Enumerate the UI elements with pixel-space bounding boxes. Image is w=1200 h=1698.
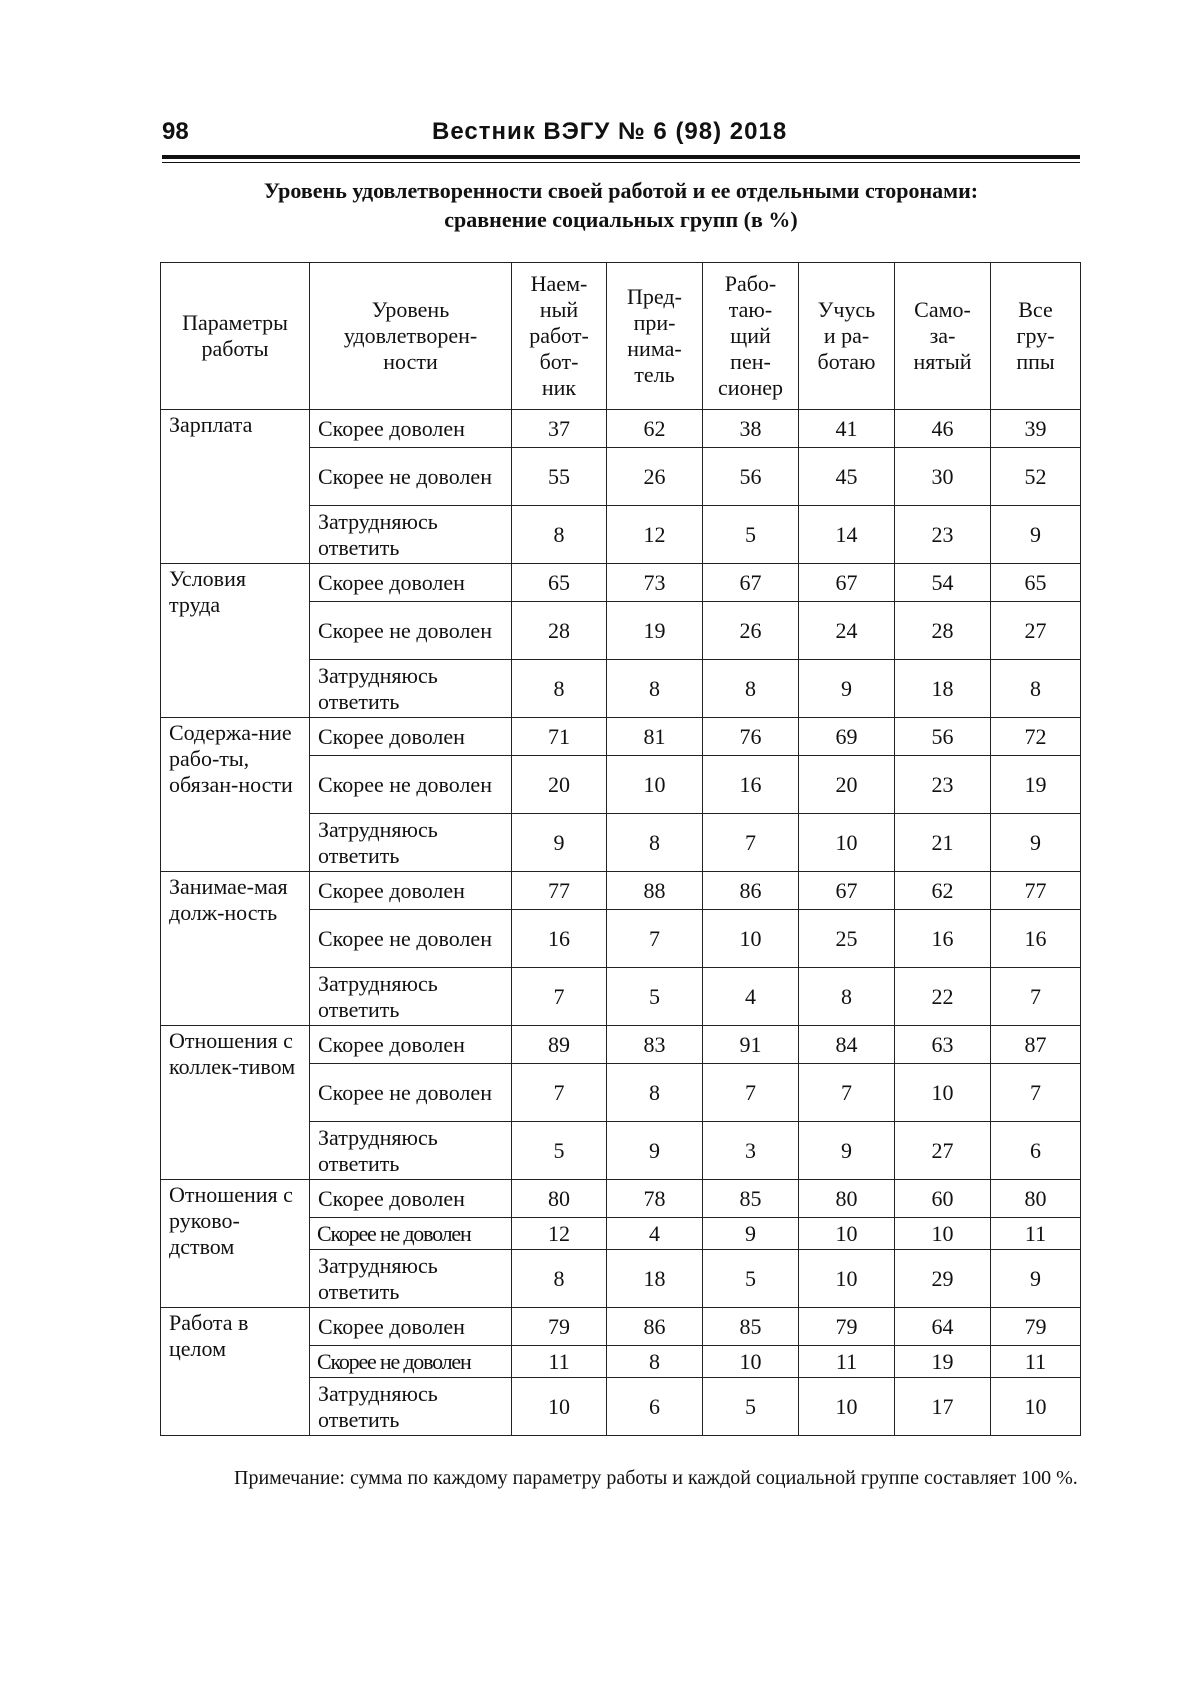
value-cell: 9 xyxy=(991,1250,1081,1308)
value-cell: 38 xyxy=(703,410,799,448)
value-cell: 3 xyxy=(703,1122,799,1180)
value-cell: 9 xyxy=(799,660,895,718)
header-group-study-and-work: Учусь и ра-ботаю xyxy=(799,263,895,410)
value-cell: 9 xyxy=(991,814,1081,872)
value-cell: 87 xyxy=(991,1026,1081,1064)
value-cell: 5 xyxy=(703,1250,799,1308)
value-cell: 85 xyxy=(703,1180,799,1218)
header-group-entrepreneur: Пред-при-нима-тель xyxy=(607,263,703,410)
value-cell: 8 xyxy=(512,506,607,564)
value-cell: 11 xyxy=(799,1346,895,1378)
value-cell: 65 xyxy=(512,564,607,602)
header-level: Уровень удовлетворен-ности xyxy=(310,263,512,410)
header-group-self-employed: Само-за-нятый xyxy=(895,263,991,410)
level-cell-satisfied: Скорее доволен xyxy=(310,1308,512,1346)
value-cell: 19 xyxy=(991,756,1081,814)
level-cell-satisfied: Скорее доволен xyxy=(310,1026,512,1064)
value-cell: 7 xyxy=(703,1064,799,1122)
value-cell: 77 xyxy=(512,872,607,910)
value-cell: 64 xyxy=(895,1308,991,1346)
value-cell: 8 xyxy=(799,968,895,1026)
value-cell: 29 xyxy=(895,1250,991,1308)
value-cell: 7 xyxy=(512,968,607,1026)
value-cell: 85 xyxy=(703,1308,799,1346)
value-cell: 8 xyxy=(512,1250,607,1308)
value-cell: 10 xyxy=(703,910,799,968)
header-group-working-pensioner: Рабо-таю-щий пен-сионер xyxy=(703,263,799,410)
value-cell: 91 xyxy=(703,1026,799,1064)
page-number: 98 xyxy=(162,118,189,145)
level-cell-not-satisfied: Скорее не доволен xyxy=(310,602,512,660)
value-cell: 7 xyxy=(512,1064,607,1122)
value-cell: 10 xyxy=(799,814,895,872)
value-cell: 9 xyxy=(991,506,1081,564)
level-cell-undecided: Затрудняюсь ответить xyxy=(310,968,512,1026)
value-cell: 10 xyxy=(799,1218,895,1250)
value-cell: 8 xyxy=(607,1346,703,1378)
value-cell: 18 xyxy=(895,660,991,718)
value-cell: 8 xyxy=(512,660,607,718)
value-cell: 23 xyxy=(895,506,991,564)
value-cell: 7 xyxy=(991,1064,1081,1122)
param-cell-otnosheniya-s-kollektivom: Отношения с коллек-тивом xyxy=(161,1026,310,1180)
level-cell-satisfied: Скорее доволен xyxy=(310,564,512,602)
value-cell: 39 xyxy=(991,410,1081,448)
satisfaction-table xyxy=(160,262,1081,1436)
value-cell: 19 xyxy=(607,602,703,660)
value-cell: 6 xyxy=(607,1378,703,1436)
level-cell-undecided: Затрудняюсь ответить xyxy=(310,1122,512,1180)
table-row xyxy=(161,410,1081,448)
value-cell: 86 xyxy=(607,1308,703,1346)
value-cell: 27 xyxy=(991,602,1081,660)
value-cell: 80 xyxy=(991,1180,1081,1218)
value-cell: 86 xyxy=(703,872,799,910)
level-cell-not-satisfied: Скорее не доволен xyxy=(310,1346,512,1378)
param-cell-rabota-v-celom: Работа в целом xyxy=(161,1308,310,1436)
value-cell: 45 xyxy=(799,448,895,506)
level-cell-undecided: Затрудняюсь ответить xyxy=(310,1250,512,1308)
value-cell: 23 xyxy=(895,756,991,814)
value-cell: 67 xyxy=(799,872,895,910)
value-cell: 16 xyxy=(895,910,991,968)
param-cell-otnosheniya-s-rukovodstvom: Отношения с руково-дством xyxy=(161,1180,310,1308)
value-cell: 10 xyxy=(703,1346,799,1378)
value-cell: 52 xyxy=(991,448,1081,506)
value-cell: 28 xyxy=(895,602,991,660)
value-cell: 56 xyxy=(895,718,991,756)
value-cell: 80 xyxy=(799,1180,895,1218)
value-cell: 10 xyxy=(799,1250,895,1308)
value-cell: 21 xyxy=(895,814,991,872)
value-cell: 77 xyxy=(991,872,1081,910)
value-cell: 8 xyxy=(703,660,799,718)
value-cell: 63 xyxy=(895,1026,991,1064)
value-cell: 20 xyxy=(512,756,607,814)
value-cell: 10 xyxy=(895,1218,991,1250)
value-cell: 8 xyxy=(607,1064,703,1122)
level-cell-satisfied: Скорее доволен xyxy=(310,410,512,448)
value-cell: 9 xyxy=(512,814,607,872)
level-cell-satisfied: Скорее доволен xyxy=(310,872,512,910)
level-cell-undecided: Затрудняюсь ответить xyxy=(310,506,512,564)
value-cell: 65 xyxy=(991,564,1081,602)
value-cell: 10 xyxy=(895,1064,991,1122)
value-cell: 30 xyxy=(895,448,991,506)
value-cell: 12 xyxy=(512,1218,607,1250)
value-cell: 10 xyxy=(799,1378,895,1436)
value-cell: 37 xyxy=(512,410,607,448)
value-cell: 26 xyxy=(607,448,703,506)
value-cell: 56 xyxy=(703,448,799,506)
table-row xyxy=(161,872,1081,910)
level-cell-not-satisfied: Скорее не доволен xyxy=(310,1064,512,1122)
value-cell: 81 xyxy=(607,718,703,756)
table-row xyxy=(161,1308,1081,1346)
value-cell: 8 xyxy=(607,814,703,872)
value-cell: 5 xyxy=(512,1122,607,1180)
value-cell: 16 xyxy=(512,910,607,968)
value-cell: 55 xyxy=(512,448,607,506)
header-params: Параметры работы xyxy=(161,263,310,410)
param-cell-zanimaemaya-dolzhnost: Занимае-мая долж-ность xyxy=(161,872,310,1026)
level-cell-not-satisfied: Скорее не доволен xyxy=(310,910,512,968)
value-cell: 8 xyxy=(991,660,1081,718)
value-cell: 14 xyxy=(799,506,895,564)
value-cell: 73 xyxy=(607,564,703,602)
value-cell: 84 xyxy=(799,1026,895,1064)
value-cell: 76 xyxy=(703,718,799,756)
value-cell: 10 xyxy=(991,1378,1081,1436)
level-cell-not-satisfied: Скорее не доволен xyxy=(310,1218,512,1250)
value-cell: 24 xyxy=(799,602,895,660)
level-cell-not-satisfied: Скорее не доволен xyxy=(310,448,512,506)
value-cell: 9 xyxy=(607,1122,703,1180)
value-cell: 19 xyxy=(895,1346,991,1378)
value-cell: 7 xyxy=(607,910,703,968)
value-cell: 9 xyxy=(703,1218,799,1250)
value-cell: 8 xyxy=(607,660,703,718)
value-cell: 62 xyxy=(607,410,703,448)
table-row xyxy=(161,1180,1081,1218)
value-cell: 17 xyxy=(895,1378,991,1436)
value-cell: 89 xyxy=(512,1026,607,1064)
header-group-employee: Наем-ный работ-бот-ник xyxy=(512,263,607,410)
value-cell: 20 xyxy=(799,756,895,814)
running-header xyxy=(162,118,1080,148)
value-cell: 4 xyxy=(607,1218,703,1250)
value-cell: 79 xyxy=(512,1308,607,1346)
value-cell: 4 xyxy=(703,968,799,1026)
value-cell: 79 xyxy=(799,1308,895,1346)
level-cell-satisfied: Скорее доволен xyxy=(310,718,512,756)
value-cell: 11 xyxy=(512,1346,607,1378)
header-rule xyxy=(162,155,1080,163)
table-note: Примечание: сумма по каждому параметру работы и каждой социальной группе составляет 100 %. xyxy=(234,1467,1078,1489)
value-cell: 11 xyxy=(991,1346,1081,1378)
table-row xyxy=(161,1026,1081,1064)
value-cell: 88 xyxy=(607,872,703,910)
value-cell: 62 xyxy=(895,872,991,910)
value-cell: 80 xyxy=(512,1180,607,1218)
value-cell: 6 xyxy=(991,1122,1081,1180)
table-title-line-2: сравнение социальных групп (в %) xyxy=(444,207,798,232)
value-cell: 83 xyxy=(607,1026,703,1064)
value-cell: 18 xyxy=(607,1250,703,1308)
table-header-row xyxy=(161,263,1081,410)
table-title xyxy=(162,176,1080,234)
value-cell: 25 xyxy=(799,910,895,968)
value-cell: 60 xyxy=(895,1180,991,1218)
param-cell-soderzhanie-raboty: Содержа-ние рабо-ты, обязан-ности xyxy=(161,718,310,872)
value-cell: 41 xyxy=(799,410,895,448)
value-cell: 27 xyxy=(895,1122,991,1180)
journal-title: Вестник ВЭГУ № 6 (98) 2018 xyxy=(432,118,788,145)
value-cell: 5 xyxy=(703,506,799,564)
value-cell: 28 xyxy=(512,602,607,660)
header-group-all: Все гру-ппы xyxy=(991,263,1081,410)
value-cell: 16 xyxy=(703,756,799,814)
value-cell: 78 xyxy=(607,1180,703,1218)
value-cell: 7 xyxy=(799,1064,895,1122)
value-cell: 79 xyxy=(991,1308,1081,1346)
level-cell-undecided: Затрудняюсь ответить xyxy=(310,1378,512,1436)
value-cell: 12 xyxy=(607,506,703,564)
level-cell-not-satisfied: Скорее не доволен xyxy=(310,756,512,814)
value-cell: 5 xyxy=(703,1378,799,1436)
value-cell: 67 xyxy=(799,564,895,602)
value-cell: 71 xyxy=(512,718,607,756)
param-cell-zarplata: Зарплата xyxy=(161,410,310,564)
value-cell: 9 xyxy=(799,1122,895,1180)
value-cell: 22 xyxy=(895,968,991,1026)
table-row xyxy=(161,564,1081,602)
value-cell: 16 xyxy=(991,910,1081,968)
value-cell: 72 xyxy=(991,718,1081,756)
level-cell-satisfied: Скорее доволен xyxy=(310,1180,512,1218)
value-cell: 10 xyxy=(512,1378,607,1436)
value-cell: 10 xyxy=(607,756,703,814)
value-cell: 46 xyxy=(895,410,991,448)
value-cell: 67 xyxy=(703,564,799,602)
value-cell: 7 xyxy=(991,968,1081,1026)
table-body xyxy=(161,410,1081,1436)
table-title-line-1: Уровень удовлетворенности своей работой и ее отдельными сторонами: xyxy=(263,178,979,203)
value-cell: 26 xyxy=(703,602,799,660)
value-cell: 11 xyxy=(991,1218,1081,1250)
level-cell-undecided: Затрудняюсь ответить xyxy=(310,660,512,718)
table-row xyxy=(161,718,1081,756)
value-cell: 5 xyxy=(607,968,703,1026)
param-cell-usloviya-truda: Условия труда xyxy=(161,564,310,718)
value-cell: 69 xyxy=(799,718,895,756)
value-cell: 54 xyxy=(895,564,991,602)
level-cell-undecided: Затрудняюсь ответить xyxy=(310,814,512,872)
value-cell: 7 xyxy=(703,814,799,872)
